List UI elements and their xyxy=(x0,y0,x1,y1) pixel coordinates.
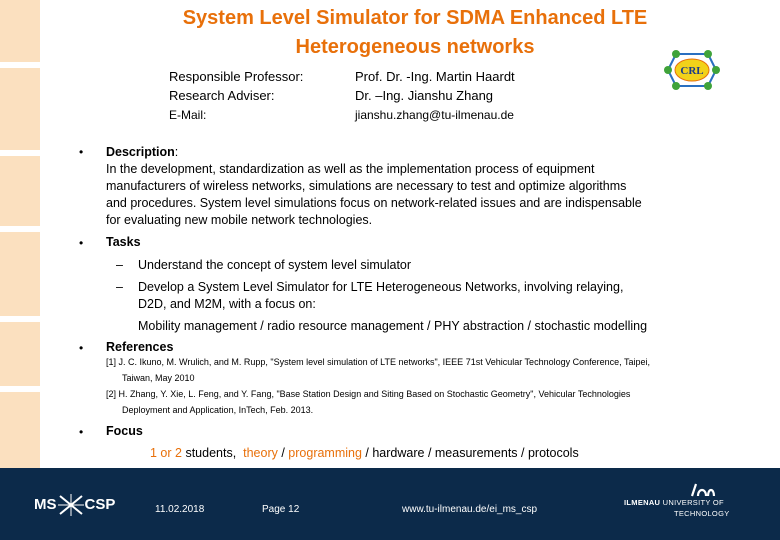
adviser-label: Research Adviser: xyxy=(169,88,275,103)
footer-university-line-2: TECHNOLOGY xyxy=(674,509,730,518)
title-line-2: Heterogeneous networks xyxy=(295,36,535,58)
tasks-label: Tasks xyxy=(106,235,141,249)
page-title xyxy=(95,4,735,62)
focus-students-count: 1 or 2 xyxy=(150,446,182,460)
description-label: Description xyxy=(106,145,175,159)
tu-ilmenau-logo-icon xyxy=(688,482,716,498)
adviser-value: Dr. –Ing. Jianshu Zhang xyxy=(355,88,494,103)
footer-date: 11.02.2018 xyxy=(155,504,205,515)
email-value[interactable]: jianshu.zhang@tu-ilmenau.de xyxy=(355,108,514,122)
focus-line xyxy=(150,445,579,462)
reference-1-line-1: [1] J. C. Ikuno, M. Wrulich, and M. Rupp, "System level simulation of LTE networks", IEEE 71st Vehicular Technology Conference, Taipei, xyxy=(106,357,650,367)
task-item-1: Understand the concept of system level simulator xyxy=(138,258,412,272)
description-line-4: for evaluating new mobile network technologies. xyxy=(106,213,373,227)
focus-sep: / xyxy=(277,446,289,460)
crl-logo-text: CRL xyxy=(680,65,704,77)
professor-label: Responsible Professor: xyxy=(169,69,304,84)
professor-value: Prof. Dr. -Ing. Martin Haardt xyxy=(355,69,515,84)
footer-ms-csp-logo xyxy=(34,494,115,516)
footer-university-name: ILMENAU xyxy=(624,498,661,507)
description-line-3: and procedures. System level simulations focus on network-related issues and are indispensable xyxy=(106,196,642,210)
description-line-2: manufacturers of wireless networks, simulations are necessary to test and optimize algorithms xyxy=(106,179,627,193)
references-label: References xyxy=(106,340,174,354)
title-line-1: System Level Simulator for SDMA Enhanced LTE xyxy=(182,7,648,29)
network-x-icon xyxy=(58,494,84,516)
footer-logo-csp: CSP xyxy=(84,495,116,513)
footer-university-of: UNIVERSITY OF xyxy=(662,498,724,507)
reference-1-line-2: Taiwan, May 2010 xyxy=(122,373,195,383)
focus-rest: / hardware / measurements / protocols xyxy=(361,446,579,460)
task-dash-1: – xyxy=(116,258,123,272)
task-item-2-line-1: Develop a System Level Simulator for LTE Heterogeneous Networks, involving relaying, xyxy=(138,280,624,294)
bullet-description: • xyxy=(79,145,84,159)
footer-logo-ms: MS xyxy=(34,495,57,513)
footer-bar xyxy=(0,468,780,540)
bullet-tasks: • xyxy=(79,236,84,250)
footer-url[interactable]: www.tu-ilmenau.de/ei_ms_csp xyxy=(402,504,538,515)
footer-university-line-1 xyxy=(624,498,724,507)
focus-theory: theory xyxy=(243,446,278,460)
reference-2-line-1: [2] H. Zhang, Y. Xie, L. Feng, and Y. Fang, "Base Station Design and Siting Based on Stochastic Geometry", Vehicular Technologies xyxy=(106,389,631,399)
focus-label: Focus xyxy=(106,424,143,438)
email-label: E-Mail: xyxy=(169,108,207,122)
crl-logo-icon xyxy=(664,46,720,94)
reference-2-line-2: Deployment and Application, InTech, Feb. 2013. xyxy=(122,405,314,415)
bullet-references: • xyxy=(79,341,84,355)
bullet-focus: • xyxy=(79,425,84,439)
description-line-1: In the development, standardization as well as the implementation process of equipment xyxy=(106,162,595,176)
focus-programming: programming xyxy=(288,446,362,460)
task-item-2-line-2: D2D, and M2M, with a focus on: xyxy=(138,297,316,311)
task-dash-2: – xyxy=(116,280,123,294)
focus-students-suffix: students, xyxy=(181,446,237,460)
footer-page-number: Page 12 xyxy=(262,504,300,515)
left-decorative-stripe xyxy=(0,0,40,468)
task-focus-line: Mobility management / radio resource management / PHY abstraction / stochastic modelling xyxy=(138,319,648,333)
description-heading: Description: xyxy=(106,145,179,159)
